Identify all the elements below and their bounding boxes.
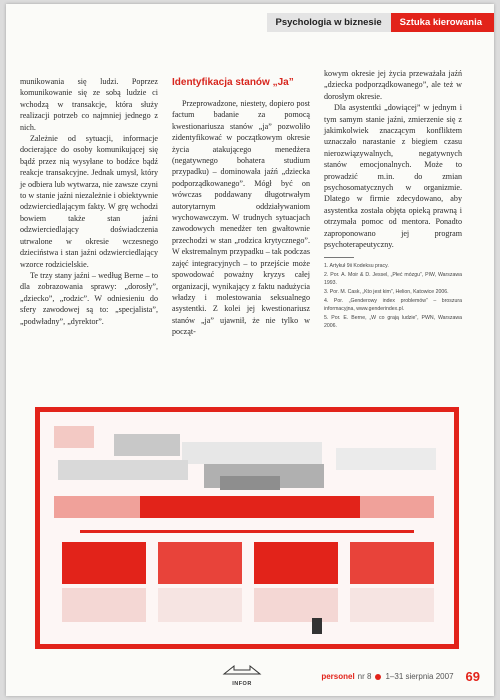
- pixelated-block: [54, 426, 94, 448]
- magazine-name: personel: [321, 672, 355, 681]
- section-label: Psychologia w biznesie: [267, 13, 391, 32]
- active-section-tab: Sztuka kierowania: [391, 13, 494, 32]
- pixelated-block: [254, 542, 338, 584]
- pixelated-block: [158, 588, 242, 622]
- logo-arrows-icon: [222, 664, 262, 676]
- magazine-page: [6, 4, 494, 696]
- pixelated-block: [62, 542, 146, 584]
- pixelated-block: [140, 496, 360, 518]
- text-column-1: [20, 76, 158, 327]
- pixelated-block: [182, 442, 322, 464]
- publisher-logo: [222, 663, 262, 685]
- page-number: 69: [465, 669, 480, 684]
- footnotes: [324, 262, 462, 330]
- pixelated-block: [158, 542, 242, 584]
- separator-dot-icon: [375, 674, 381, 680]
- text-column-3: [324, 68, 462, 331]
- footer-issue-info: [321, 669, 480, 684]
- footnote: 3. Por. M. Cask, „Kto jest kim”, Helion, Katowice 2006.: [324, 288, 449, 295]
- footnote: 2. Por. A. Moir & D. Jessel, „Płeć mózgu”, PIW, Warszawa 1993.: [324, 271, 462, 286]
- paragraph: Przeprowadzone, niestety, dopiero post factum badanie za pomocą kwestionariusza stanów „ja” pozwoliło zidentyfikować w początkowym okresie życia atakującego menedżera (negatywnego bohatera studium przypadku) – dominowała jaźń „dziecka podporządkowanego”. Mógł być on wówczas poddawany długotrwałym autorytarnym oddziaływaniom wychowawczym. W trudnych sytuacjach zawodowych menedżer ten gwałtownie przechodzi w stan „rodzica krytycznego”. W ekstremalnym przypadku – tak podczas zajęć integracyjnych – to przejście może spowodować poważny kryzys całej organizacji, wynikający z faktu nadużycia władzy i molestowania seksualnego asystentki. Z kolei jej kwestionariusz stanów „ja” ujawnił, że nie tylko w począt-: [172, 99, 310, 337]
- section-heading: Identyfikacja stanów „Ja”: [172, 77, 294, 88]
- publisher-logo-text: INFOR: [232, 681, 252, 687]
- pixelated-block: [62, 588, 146, 622]
- paragraph: Dla asystentki „dowiącej” w jednym i tym samym stanie jaźni, zmierzenie się z jakimkolwiek znaczącym konfliktem uznaczało narastanie z biegiem czasu nierozwiązywalnych, negatywnych stanów emocjonalnych. Może to prowadzić m.in. do zmian psychosomatycznych w organizmie. Dlatego w firmie zdecydowano, aby asystentka została objęta opieką prawną i otrzymała pomoc od mentora. Ponadto zaproponowano jej program psychoterapeutyczny.: [324, 103, 462, 250]
- connector-line: [80, 530, 414, 533]
- pixelated-block: [336, 448, 436, 470]
- footnote: 4. Por. „Genderowy index problemów” – broszura informacyjna, www.genderindex.pl.: [324, 297, 462, 312]
- pixelated-block: [114, 434, 180, 456]
- paragraph: Zależnie od sytuacji, informacje docierające do osoby komunikującej się bądź przez nią wysyłane to bodźce bądź reakcje transakcyjne. Jednak umysł, który je odbiera lub wytwarza, nie zawsze czyni to w stanie jaźni niezależnie i obiektywnie odzwierciedlającym fakty. W grę wchodzi bowiem także stan jaźni odzwierciedlający doświadczenia utrwalone w okresie wczesnego dzieciństwa i stan jaźni odzwierciedlający wzorce rodzicielskie.: [20, 134, 158, 269]
- issue-dates: 1–31 sierpnia 2007: [385, 672, 454, 681]
- section-header: [267, 13, 495, 32]
- pixelated-block: [254, 588, 338, 622]
- footnote-rule: [324, 257, 354, 258]
- footnote: 1. Artykuł 9ii Kodeksu pracy.: [324, 262, 389, 269]
- pixelated-block: [312, 618, 322, 634]
- pixelated-block: [220, 476, 280, 490]
- text-column-2: [172, 76, 310, 338]
- pixelated-block: [350, 588, 434, 622]
- paragraph: Te trzy stany jaźni – według Berne – to dla zobrazowania sprawy: „dorosły”, „dziecko”, „rodzic”. W odniesieniu do sfery zawodowej są to: „specjalista”, „podwładny”, „dyrektor”.: [20, 270, 158, 326]
- paragraph: kowym okresie jej życia przeważała jaźń „dziecka podporządkowanego”, ale też w dorosłym okresie.: [324, 69, 462, 101]
- pixelated-block: [58, 460, 188, 480]
- pixelated-block: [350, 542, 434, 584]
- pixelated-infographic: [35, 407, 459, 649]
- page-footer: [6, 660, 494, 696]
- footnote: 5. Por. E. Berne, „W co grają ludzie”, PWN, Warszawa 2006.: [324, 314, 462, 329]
- paragraph: munikowania się ludzi. Poprzez komunikowanie się ze sobą ludzie ci wchodzą w transakcje, która służy realizacji potrzeb co najmniej jednego z nich.: [20, 77, 158, 132]
- issue-number: nr 8: [357, 672, 372, 681]
